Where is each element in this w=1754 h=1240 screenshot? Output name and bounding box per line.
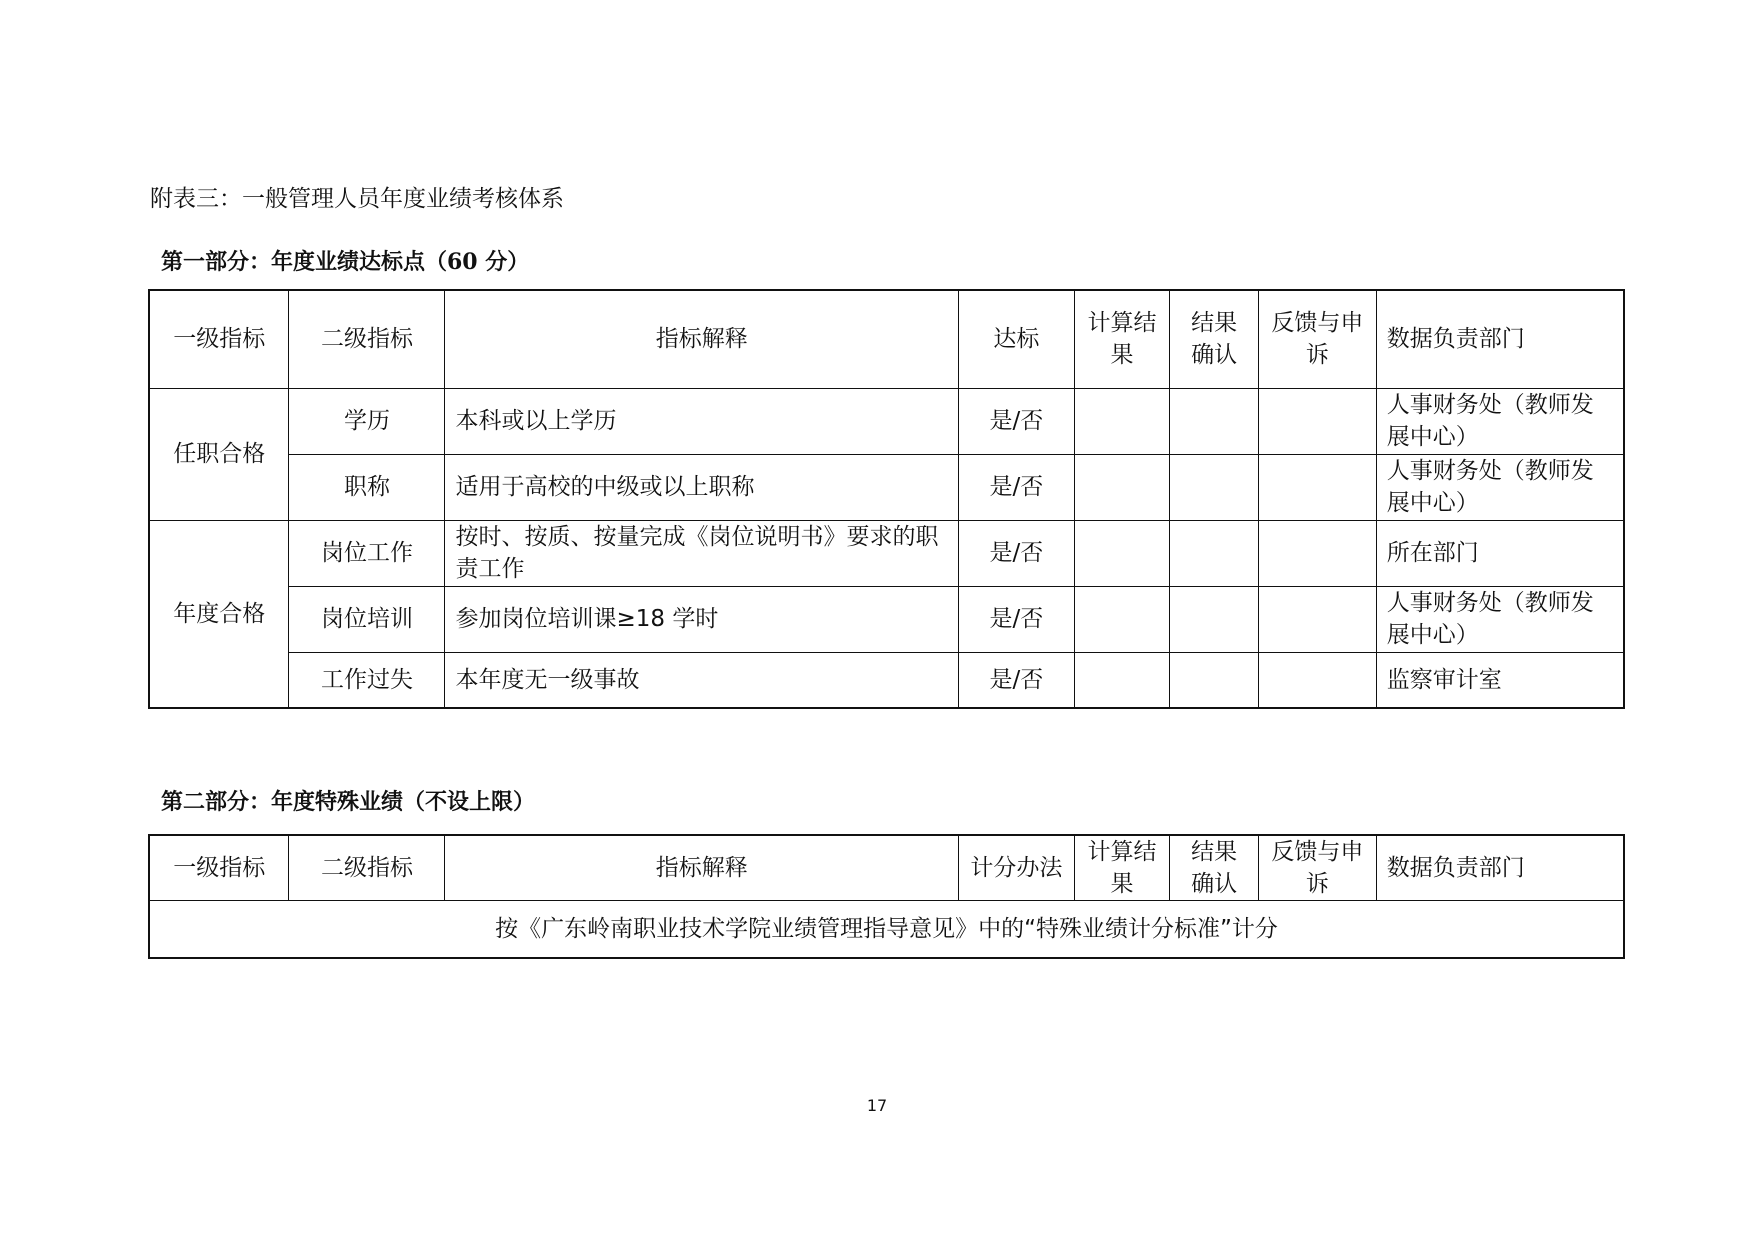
header-feedback: 反馈与申诉	[1258, 290, 1376, 388]
standard-cell: 是/否	[958, 454, 1074, 520]
standard-cell: 是/否	[958, 388, 1074, 454]
explanation-cell: 适用于高校的中级或以上职称	[445, 454, 958, 520]
calc-result-cell[interactable]	[1074, 520, 1170, 586]
standard-cell: 是/否	[958, 520, 1074, 586]
header-confirm: 结果确认	[1170, 290, 1259, 388]
table-row	[149, 652, 1624, 708]
header-level1: 一级指标	[149, 835, 289, 901]
level2-cell: 岗位工作	[289, 520, 445, 586]
header-department: 数据负责部门	[1376, 835, 1624, 901]
appendix-title: 附表三：一般管理人员年度业绩考核体系	[150, 186, 564, 212]
table-row	[149, 586, 1624, 652]
table-header-row	[149, 835, 1624, 901]
feedback-cell[interactable]	[1258, 454, 1376, 520]
feedback-cell[interactable]	[1258, 520, 1376, 586]
feedback-cell[interactable]	[1258, 388, 1376, 454]
section1-title: 第一部分：年度业绩达标点（60 分）	[161, 249, 530, 275]
header-level2: 二级指标	[289, 835, 445, 901]
level1-cell: 年度合格	[149, 520, 289, 708]
header-calc-result: 计算结果	[1074, 835, 1170, 901]
confirm-cell[interactable]	[1170, 520, 1259, 586]
table-row	[149, 520, 1624, 586]
header-confirm: 结果确认	[1170, 835, 1259, 901]
confirm-cell[interactable]	[1170, 454, 1259, 520]
level2-cell: 学历	[289, 388, 445, 454]
explanation-cell: 参加岗位培训课≥18 学时	[445, 586, 958, 652]
section2-title: 第二部分：年度特殊业绩（不设上限）	[161, 789, 536, 815]
scoring-note: 按《广东岭南职业技术学院业绩管理指导意见》中的“特殊业绩计分标准”计分	[149, 901, 1624, 959]
confirm-cell[interactable]	[1170, 388, 1259, 454]
standard-cell: 是/否	[958, 652, 1074, 708]
calc-result-cell[interactable]	[1074, 652, 1170, 708]
header-department: 数据负责部门	[1376, 290, 1624, 388]
confirm-cell[interactable]	[1170, 652, 1259, 708]
table-row	[149, 454, 1624, 520]
calc-result-cell[interactable]	[1074, 586, 1170, 652]
header-level1: 一级指标	[149, 290, 289, 388]
calc-result-cell[interactable]	[1074, 388, 1170, 454]
department-cell: 人事财务处（教师发展中心）	[1376, 388, 1624, 454]
level2-cell: 工作过失	[289, 652, 445, 708]
level1-cell: 任职合格	[149, 388, 289, 520]
table-row	[149, 388, 1624, 454]
header-explanation: 指标解释	[445, 290, 958, 388]
table-row	[149, 901, 1624, 959]
department-cell: 所在部门	[1376, 520, 1624, 586]
header-level2: 二级指标	[289, 290, 445, 388]
level2-cell: 岗位培训	[289, 586, 445, 652]
feedback-cell[interactable]	[1258, 586, 1376, 652]
header-explanation: 指标解释	[445, 835, 958, 901]
department-cell: 监察审计室	[1376, 652, 1624, 708]
header-calc-result: 计算结果	[1074, 290, 1170, 388]
calc-result-cell[interactable]	[1074, 454, 1170, 520]
special-achievements-table	[148, 834, 1625, 959]
department-cell: 人事财务处（教师发展中心）	[1376, 586, 1624, 652]
table-header-row	[149, 290, 1624, 388]
header-method: 计分办法	[958, 835, 1074, 901]
feedback-cell[interactable]	[1258, 652, 1376, 708]
header-feedback: 反馈与申诉	[1258, 835, 1376, 901]
page-number: 17	[866, 1096, 888, 1115]
level2-cell: 职称	[289, 454, 445, 520]
explanation-cell: 本年度无一级事故	[445, 652, 958, 708]
explanation-cell: 本科或以上学历	[445, 388, 958, 454]
department-cell: 人事财务处（教师发展中心）	[1376, 454, 1624, 520]
confirm-cell[interactable]	[1170, 586, 1259, 652]
explanation-cell: 按时、按质、按量完成《岗位说明书》要求的职责工作	[445, 520, 958, 586]
header-standard: 达标	[958, 290, 1074, 388]
achievement-standards-table	[148, 289, 1625, 709]
standard-cell: 是/否	[958, 586, 1074, 652]
